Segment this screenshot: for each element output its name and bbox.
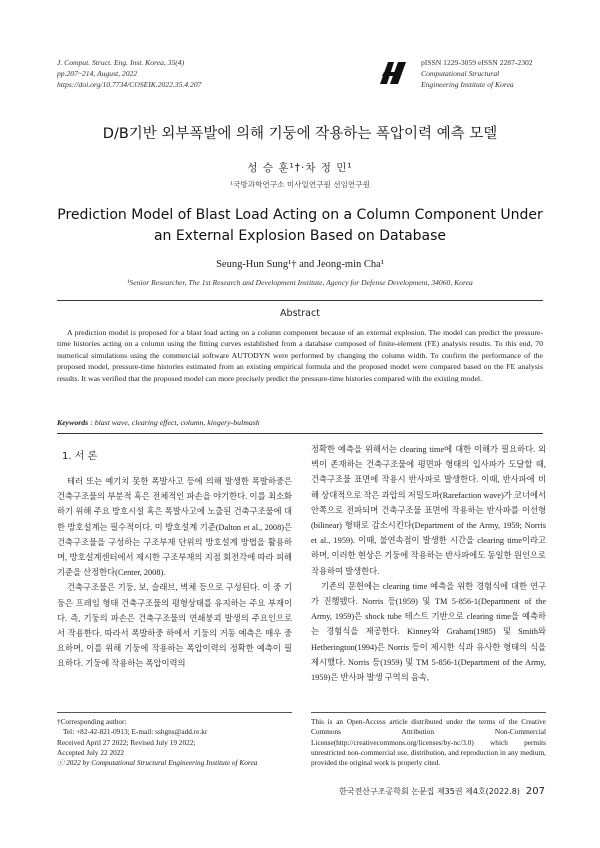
footer-journal: 한국전산구조공학회 논문집 제35권 제4호(2022.8) bbox=[339, 787, 520, 796]
footnote-rule-left bbox=[57, 712, 292, 713]
license-footnote: This is an Open-Access article distributed under the terms of the Creative Commons Attribution Non-Commercial License(http://creativecommons.org/licenses/by-nc/3.0) which permits unrestricted non-commercial use, distribution, and reproduction in any medium, provided the original work is properly cited. bbox=[311, 717, 546, 768]
abstract-top-rule bbox=[57, 300, 543, 301]
keywords-list: : blast wave, clearing effect, column, kingery-bulmash bbox=[88, 418, 260, 427]
issn-header bbox=[421, 57, 571, 90]
society-name-1: Computational Structural bbox=[421, 69, 500, 78]
journal-pages: pp.207~214, August, 2022 bbox=[57, 69, 138, 78]
title-english-line1: Prediction Model of Blast Load Acting on a Column Component Under bbox=[57, 207, 543, 223]
footnote-contact: Tel: +82-42-821-0913; E-mail: sshgns@add.re.kr bbox=[63, 727, 208, 737]
section-heading-introduction: 1. 서 론 bbox=[62, 451, 98, 462]
page-number: 207 bbox=[525, 786, 545, 797]
journal-citation: J. Comput. Struct. Eng. Inst. Korea, 35(4) bbox=[57, 58, 185, 67]
issn: pISSN 1229-3059 eISSN 2287-2302 bbox=[421, 58, 533, 67]
abstract-bottom-rule bbox=[57, 433, 543, 434]
footnote-copyright: ⓒ 2022 by Computational Structural Engineering Institute of Korea bbox=[57, 758, 258, 768]
affiliation-english: ¹Senior Researcher, The 1st Research and Development Institute, Agency for Defense Development, 34060, Korea bbox=[127, 278, 473, 287]
keywords-line bbox=[57, 418, 543, 427]
keywords-label: Keywords bbox=[57, 418, 89, 427]
paragraph: 기존의 문헌에는 clearing time 예측을 위한 경험식에 대한 연구가 진행됐다. Norris 등(1959) 및 TM 5-856-1(Department of the Army, 1959)은 shock tube 테스트 기반으로 clearing time을 예측하는 경험식을 제공한다. Kinney와 Graham(1985) 및 Smith와 Hetherington(1994)은 Norris 등이 제시한 식과 유사한 형태의 식을 제시했다. Norris 등(1959) 및 TM 5-856-1(Department of the Army, 1959)은 반사파 발생 구역의 음속, bbox=[311, 581, 546, 683]
paragraph: 건축구조물은 기둥, 보, 슬래브, 벽체 등으로 구성된다. 이 중 기둥은 프레임 형태 건축구조물의 평형상태를 유지하는 주요 부재이다. 즉, 기둥의 파손은 건축구조물의 연쇄붕괴 발생의 주요인으로서 작용한다. 따라서 폭발하중 하에서 기둥의 거동 예측은 매우 중요하며, 이를 위해 기둥에 작용하는 폭압이력의 정확한 예측이 필요하다. 기둥에 작용하는 폭압이력의 bbox=[57, 583, 292, 669]
title-korean: D/B기반 외부폭발에 의해 기둥에 작용하는 폭압이력 예측 모델 bbox=[102, 126, 498, 142]
corresponding-author-footnote bbox=[57, 717, 292, 768]
society-logo-icon bbox=[378, 58, 408, 88]
abstract-text: A prediction model is proposed for a blast load acting on a column component because of an external explosion. The model can predict the pressure-time histories acting on a column using the fitting curves established from a database composed of finite-element (FE) analysis results. To this end, 70 numerical simulations using the commercial software AUTODYN were performed by changing the column width. To confirm the performance of the proposed model, pressure-time histories estimated from an existing empirical formula and the proposed model were compared based on the FE analysis results. It was verified that the proposed model can more precisely predict the pressure-time histories compared with the existing model. bbox=[57, 328, 543, 383]
page-footer bbox=[300, 786, 545, 797]
authors-english: Seung-Hun Sung¹† and Jeong-min Cha¹ bbox=[216, 259, 384, 270]
footnote-accepted: Accepted July 22 2022 bbox=[57, 747, 125, 757]
footnote-label: †Corresponding author: bbox=[57, 717, 127, 726]
authors-korean: 성 승 훈¹†·차 정 민¹ bbox=[247, 162, 353, 174]
title-english bbox=[40, 205, 560, 247]
doi-link[interactable]: https://doi.org/10.7734/COSEIK.2022.35.4.207 bbox=[57, 80, 202, 89]
paragraph: 테러 또는 예기치 못한 폭발사고 등에 의해 발생한 폭발하중은 건축구조물의 부분적 혹은 전체적인 파손을 야기한다. 이를 최소화하기 위해 주요 방호시설 혹은 폭발사고에 노출된 건축구조물에 대한 방호설계는 필수적이다. 미 방호설계 기준(Dalton et al., 2008)은 건축구조물을 구성하는 구조부재 단위의 방호설계 방법을 활용하며, 방호설계센터에서 제시한 구조부재의 지점 회전각에 따라 피해기준을 산정한다(Center, 2008). bbox=[57, 477, 292, 578]
society-name-2: Engineering Institute of Korea bbox=[421, 80, 514, 89]
title-english-line2: an External Explosion Based on Database bbox=[153, 228, 447, 244]
affiliation-korean: ¹국방과학연구소 미사일연구원 선임연구원 bbox=[230, 180, 370, 189]
paragraph: 정확한 예측을 위해서는 clearing time에 대한 이해가 필요하다. 외벽이 존재하는 건축구조물에 평면파 형태의 입사파가 도달할 때, 건축구조물 표면에 작용시 반사파로 발생한다. 이때, 반사파에 비해 상대적으로 작은 과압의 저밀도파(Rarefaction wave)가 코너에서 안쪽으로 전파되며 건축구조물 표면에 작용하는 반사파를 이선형(bilinear) 형태로 감소시킨다(Department of the Army, 1959; Norris et al., 1959). 이때, 불연속점이 발생한 시간을 clearing time이라고 하며, 이러한 현상은 기둥에 작용하는 반사파에도 동일한 원인으로 작용하여 발생한다. bbox=[311, 445, 546, 576]
journal-header bbox=[57, 57, 317, 90]
abstract-heading: Abstract bbox=[280, 308, 320, 319]
footnote-rule-right bbox=[311, 712, 546, 713]
body-column-right bbox=[311, 442, 546, 685]
body-column-left bbox=[57, 474, 292, 672]
footnote-received: Received April 27 2022; Revised July 19 2022; bbox=[57, 737, 196, 747]
